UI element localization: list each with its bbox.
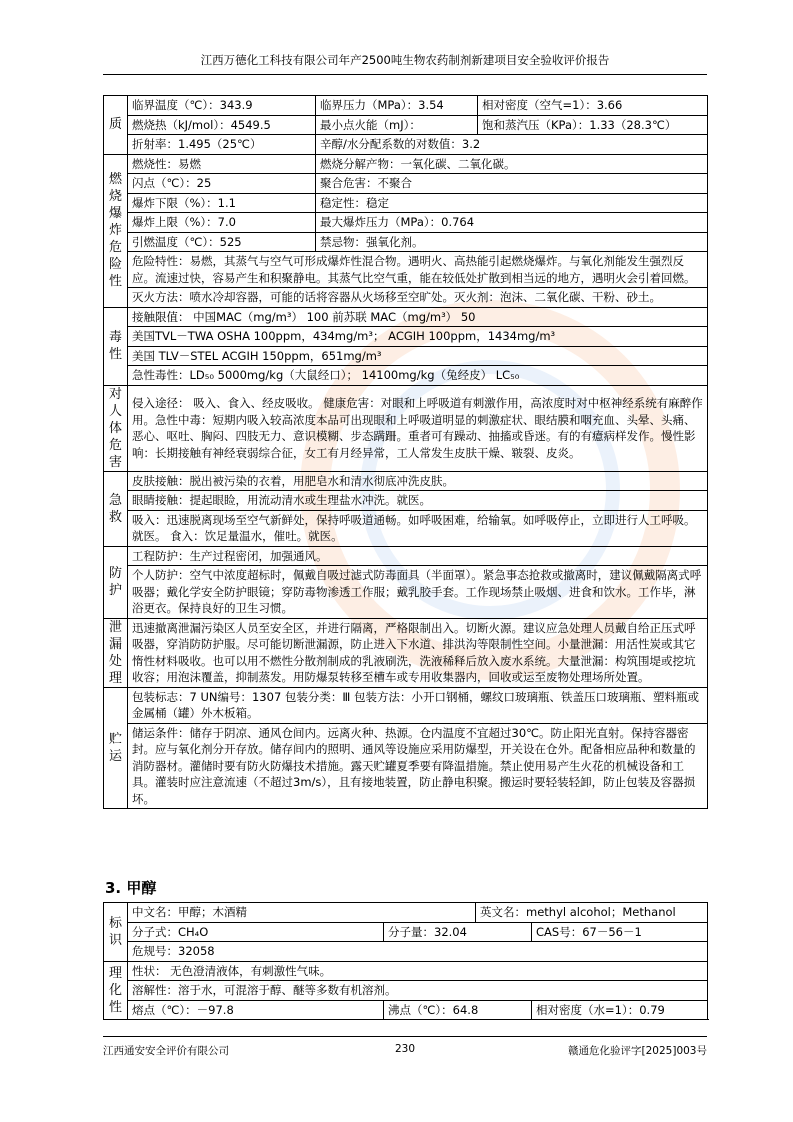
section-label-identification: 标识 [104,903,128,962]
section-label-protection: 防护 [104,546,128,618]
solubility: 溶解性：溶于水，可混溶于醇、醚等多数有机溶剂。 [128,981,708,1001]
lower-explosion-limit: 爆炸下限（%）：1.1 [128,193,316,213]
leak-handling: 迅速撤离泄漏污染区人员至安全区，并进行隔离，严格限制出入。切断火源。建议应急处理人员戴自给正压式呼吸器，穿消防防护服。尽可能切断泄漏源，防止进入下水道、排洪沟等限制性空间。小量泄漏：用活性炭或其它惰性材料吸收。也可以用不燃性分散剂制成的乳液刷洗，洗液稀释后放入废水系统。大量泄漏：构筑围堤或挖坑收容；用泡沫覆盖，抑制蒸发。用防爆泵转移至槽车或专用收集器内，回收或运至废物处理场所处置。 [128,618,708,687]
first-aid-inhalation: 吸入：迅速脱离现场至空气新鲜处，保持呼吸道通畅。如呼吸困难，给输氧。如呼吸停止，立即进行人工呼吸。就医。 食入：饮足量温水，催吐。就医。 [128,510,708,546]
footer-report-code: 赣通危化验评字[2025]003号 [568,1045,707,1057]
polymerization-hazard: 聚合危害：不聚合 [316,174,708,194]
appearance: 性状： 无色澄清液体，有刺激性气味。 [128,961,708,981]
critical-pressure: 临界压力（MPa）：3.54 [316,96,478,116]
section-label-fire: 燃烧爆炸危险性 [104,154,128,307]
relative-density-water: 相对密度（水=1）：0.79 [532,1000,708,1020]
max-explosion-pressure: 最大爆炸压力（MPa）：0.764 [316,213,708,233]
health-hazards: 侵入途径： 吸入、食入、经皮吸收。 健康危害：对眼和上呼吸道有刺激作用，高浓度时对中枢神经系统有麻醉作用。急性中毒：短期内吸入较高浓度本品可出现眼和上呼吸道明显的刺激症状、眼结膜和咽充血、头晕、头痛、恶心、呕吐、胸闷、四肢无力、意识模糊、步态蹒跚。重者可有躁动、抽搐或昏迷。有的有癔病样发作。慢性影响：长期接触有神经衰弱综合征，女工有月经异常，工人常发生皮肤干燥、皲裂、皮炎。 [128,385,708,471]
footer-page-number: 230 [394,1043,416,1055]
section-label-first-aid: 急救 [104,471,128,546]
upper-explosion-limit: 爆炸上限（%）：7.0 [128,213,316,233]
hazard-characteristics: 危险特性：易燃，其蒸气与空气可形成爆炸性混合物。遇明火、高热能引起燃烧爆炸。与氧化剂能发生强烈反应。流速过快，容易产生和积聚静电。其蒸气比空气重，能在较低处扩散到相当远的地方，遇明火会引着回燃。 [128,252,708,288]
decomposition-products: 燃烧分解产物：一氧化碳、二氧化碳。 [316,154,708,174]
section-label-property: 质 [104,96,128,155]
combustion-heat: 燃烧热（kJ/mol）：4549.5 [128,115,316,135]
extinguishing-method: 灭火方法：喷水冷却容器，可能的话将容器从火场移至空旷处。灭火剂：泡沫、二氧化碳、干粉、砂土。 [128,288,708,308]
section-label-physicochemical: 理化性 [104,961,128,1020]
engineering-protection: 工程防护：生产过程密闭，加强通风。 [128,546,708,566]
msds-table-methanol [103,902,708,1020]
section-label-toxicity: 毒性 [104,307,128,385]
personal-protection: 个人防护：空气中浓度超标时，佩戴自吸过滤式防毒面具（半面罩）。紧急事态抢救或撤离时，建议佩戴隔离式呼吸器；戴化学安全防护眼镜；穿防毒物渗透工作服；戴乳胶手套。工作现场禁止吸烟、进食和饮水。工作毕，淋浴更衣。保持良好的卫生习惯。 [128,566,708,619]
packaging-info: 包装标志：7 UN编号：1307 包装分类：Ⅲ 包装方法：小开口钢桶，螺纹口玻璃瓶、铁盖压口玻璃瓶、塑料瓶或金属桶（罐）外木板箱。 [128,687,708,723]
molecular-formula: 分子式：CH₄O [128,922,384,942]
vapor-pressure: 饱和蒸汽压（KPa）：1.33（28.3℃） [478,115,708,135]
hazard-number: 危规号：32058 [128,942,708,962]
exposure-limit-china: 接触限值： 中国MAC（mg/m³） 100 前苏联 MAC（mg/m³） 50 [128,307,708,327]
partition-coefficient: 辛醇/水分配系数的对数值：3.2 [316,135,708,155]
incompatible-materials: 禁忌物：强氧化剂。 [316,232,708,252]
critical-temperature: 临界温度（℃）：343.9 [128,96,316,116]
exposure-limit-stel: 美国 TLV－STEL ACGIH 150ppm，651mg/m³ [128,346,708,366]
molecular-weight: 分子量：32.04 [384,922,532,942]
storage-conditions: 储运条件：储存于阴凉、通风仓间内。远离火种、热源。仓内温度不宜超过30℃。防止阳光直射。保持容器密封。应与氧化剂分开存放。储存间内的照明、通风等设施应采用防爆型，开关设在仓外。配备相应品种和数量的消防器材。灌储时要有防火防爆技术措施。露天贮罐夏季要有降温措施。禁止使用易产生火花的机械设备和工具。灌装时应注意流速（不超过3m/s），且有接地装置，防止静电积聚。搬运时要轻装轻卸，防止包装及容器损坏。 [128,723,708,809]
exposure-limit-twa: 美国TVL－TWA OSHA 100ppm，434mg/m³； ACGIH 100ppm，1434mg/m³ [128,327,708,347]
page-footer [103,1036,707,1059]
flash-point: 闪点（℃）：25 [128,174,316,194]
chinese-name: 中文名：甲醇；木酒精 [128,903,476,923]
relative-density-air: 相对密度（空气=1）：3.66 [478,96,708,116]
msds-table-1 [103,95,708,809]
first-aid-eye: 眼睛接触：提起眼睑，用流动清水或生理盐水冲洗。就医。 [128,491,708,511]
melting-point: 熔点（℃）：－97.8 [128,1000,384,1020]
stability: 稳定性：稳定 [316,193,708,213]
section-heading-methanol: 3. 甲醇 [105,879,157,897]
section-label-health: 对人体危害 [104,385,128,471]
ignition-temperature: 引燃温度（℃）：525 [128,232,316,252]
min-ignition-energy: 最小点火能（mJ）： [316,115,478,135]
english-name: 英文名：methyl alcohol；Methanol [476,903,708,923]
flammability: 燃烧性：易燃 [128,154,316,174]
acute-toxicity: 急性毒性：LD₅₀ 5000mg/kg（大鼠经口）； 14100mg/kg（兔经皮） LC₅₀ [128,366,708,386]
section-label-leak: 泄漏处理 [104,618,128,687]
section-label-storage: 贮运 [104,687,128,809]
footer-company: 江西通安安全评价有限公司 [103,1045,229,1057]
cas-number: CAS号：67－56－1 [532,922,708,942]
boiling-point: 沸点（℃）：64.8 [384,1000,532,1020]
page-header: 江西万德化工科技有限公司年产2500吨生物农药制剂新建项目安全验收评价报告 [103,52,707,75]
first-aid-skin: 皮肤接触：脱出被污染的衣着，用肥皂水和清水彻底冲洗皮肤。 [128,471,708,491]
refractive-index: 折射率：1.495（25℃） [128,135,316,155]
